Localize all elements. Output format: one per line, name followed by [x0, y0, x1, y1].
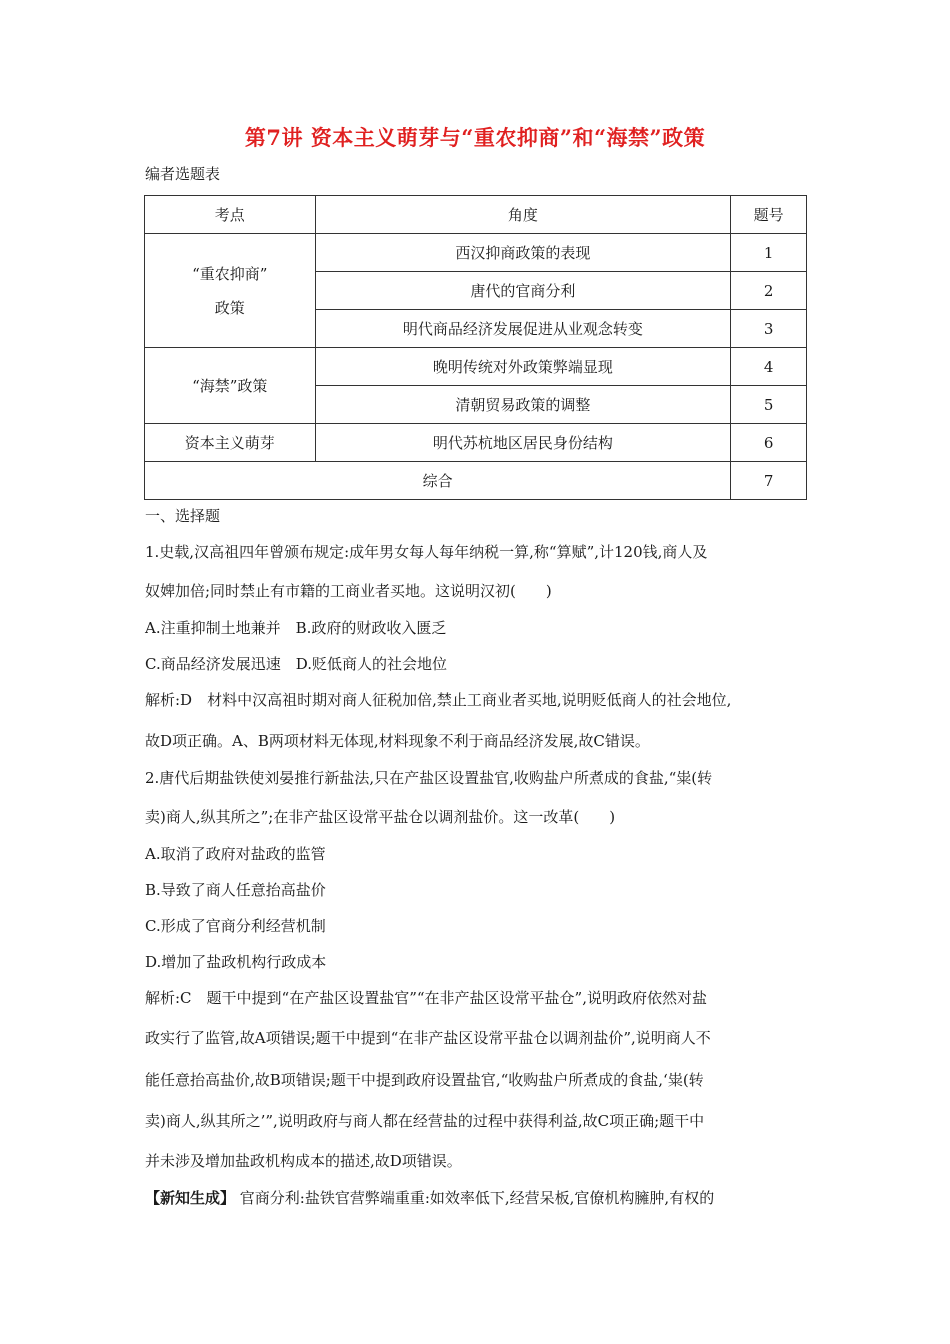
table-header-row — [145, 196, 807, 234]
q2-option-b: B.导致了商人任意抬高盐价 — [145, 881, 326, 899]
table-row — [145, 234, 807, 272]
num-cell: 2 — [731, 272, 807, 310]
header-kaodian: 考点 — [145, 196, 316, 234]
group-haijin: “海禁”政策 — [145, 348, 316, 424]
group-zibenzhuyi: 资本主义萌芽 — [145, 424, 316, 462]
header-tihao: 题号 — [731, 196, 807, 234]
group-zhongnong — [145, 234, 316, 348]
q2-option-d: D.增加了盐政机构行政成本 — [145, 953, 327, 971]
page-title: 第7讲 资本主义萌芽与“重农抑商”和“海禁”政策 — [244, 125, 706, 150]
header-jiaodu: 角度 — [315, 196, 731, 234]
q2-analysis-line2: 政实行了监管,故A项错误;题干中提到“在非产盐区设常平盐仓以调剂盐价”,说明商人不 — [145, 1029, 711, 1047]
note-text: 官商分利:盐铁官营弊端重重:如效率低下,经营呆板,官僚机构臃肿,有权的 — [235, 1189, 715, 1207]
angle-cell: 明代苏杭地区居民身份结构 — [315, 424, 731, 462]
num-cell: 1 — [731, 234, 807, 272]
q1-options-cd: C.商品经济发展迅速 D.贬低商人的社会地位 — [145, 655, 447, 673]
angle-cell: 清朝贸易政策的调整 — [315, 386, 731, 424]
num-cell: 3 — [731, 310, 807, 348]
table-row — [145, 462, 807, 500]
q2-analysis-line1: 解析:C 题干中提到“在产盐区设置盐官”“在非产盐区设常平盐仓”,说明政府依然对盐 — [145, 989, 707, 1007]
q2-analysis-line5: 并未涉及增加盐政机构成本的描述,故D项错误。 — [145, 1152, 462, 1170]
angle-cell: 唐代的官商分利 — [315, 272, 731, 310]
table-label: 编者选题表 — [145, 165, 221, 183]
q2-analysis-line3: 能任意抬高盐价,故B项错误;题干中提到政府设置盐官,“收购盐户所煮成的食盐,‘粜(转 — [145, 1071, 704, 1089]
section-heading: 一、选择题 — [145, 507, 221, 525]
q2-analysis-line4: 卖)商人,纵其所之’”,说明政府与商人都在经营盐的过程中获得利益,故C项正确;题干中 — [145, 1112, 705, 1130]
table-row — [145, 424, 807, 462]
num-cell: 7 — [731, 462, 807, 500]
angle-cell: 晚明传统对外政策弊端显现 — [315, 348, 731, 386]
q1-analysis-line1: 解析:D 材料中汉高祖时期对商人征税加倍,禁止工商业者买地,说明贬低商人的社会地位, — [145, 691, 732, 709]
group-zhongnong-line2: 政策 — [214, 298, 245, 317]
note-tag: 【新知生成】 — [145, 1189, 236, 1207]
group-zhongnong-line1: “重农抑商” — [192, 264, 268, 283]
q1-stem-line1: 1.史载,汉高祖四年曾颁布规定:成年男女每人每年纳税一算,称“算赋”,计120钱,商人及 — [145, 543, 708, 561]
topic-table — [144, 195, 807, 500]
table-row — [145, 348, 807, 386]
q2-stem-line2: 卖)商人,纵其所之”;在非产盐区设常平盐仓以调剂盐价。这一改革( ) — [145, 808, 616, 826]
angle-cell: 明代商品经济发展促进从业观念转变 — [315, 310, 731, 348]
num-cell: 5 — [731, 386, 807, 424]
q2-option-c: C.形成了官商分利经营机制 — [145, 917, 326, 935]
num-cell: 6 — [731, 424, 807, 462]
q2-stem-line1: 2.唐代后期盐铁使刘晏推行新盐法,只在产盐区设置盐官,收购盐户所煮成的食盐,“粜(转 — [145, 769, 713, 787]
q1-stem-line2: 奴婢加倍;同时禁止有市籍的工商业者买地。这说明汉初( ) — [145, 582, 552, 600]
angle-cell-summary: 综合 — [145, 462, 731, 500]
q2-option-a: A.取消了政府对盐政的监管 — [145, 845, 326, 863]
q1-options-ab: A.注重抑制土地兼并 B.政府的财政收入匮乏 — [145, 619, 447, 637]
num-cell: 4 — [731, 348, 807, 386]
angle-cell: 西汉抑商政策的表现 — [315, 234, 731, 272]
q1-analysis-line2: 故D项正确。A、B两项材料无体现,材料现象不利于商品经济发展,故C错误。 — [145, 732, 650, 750]
note-paragraph — [145, 1187, 714, 1208]
